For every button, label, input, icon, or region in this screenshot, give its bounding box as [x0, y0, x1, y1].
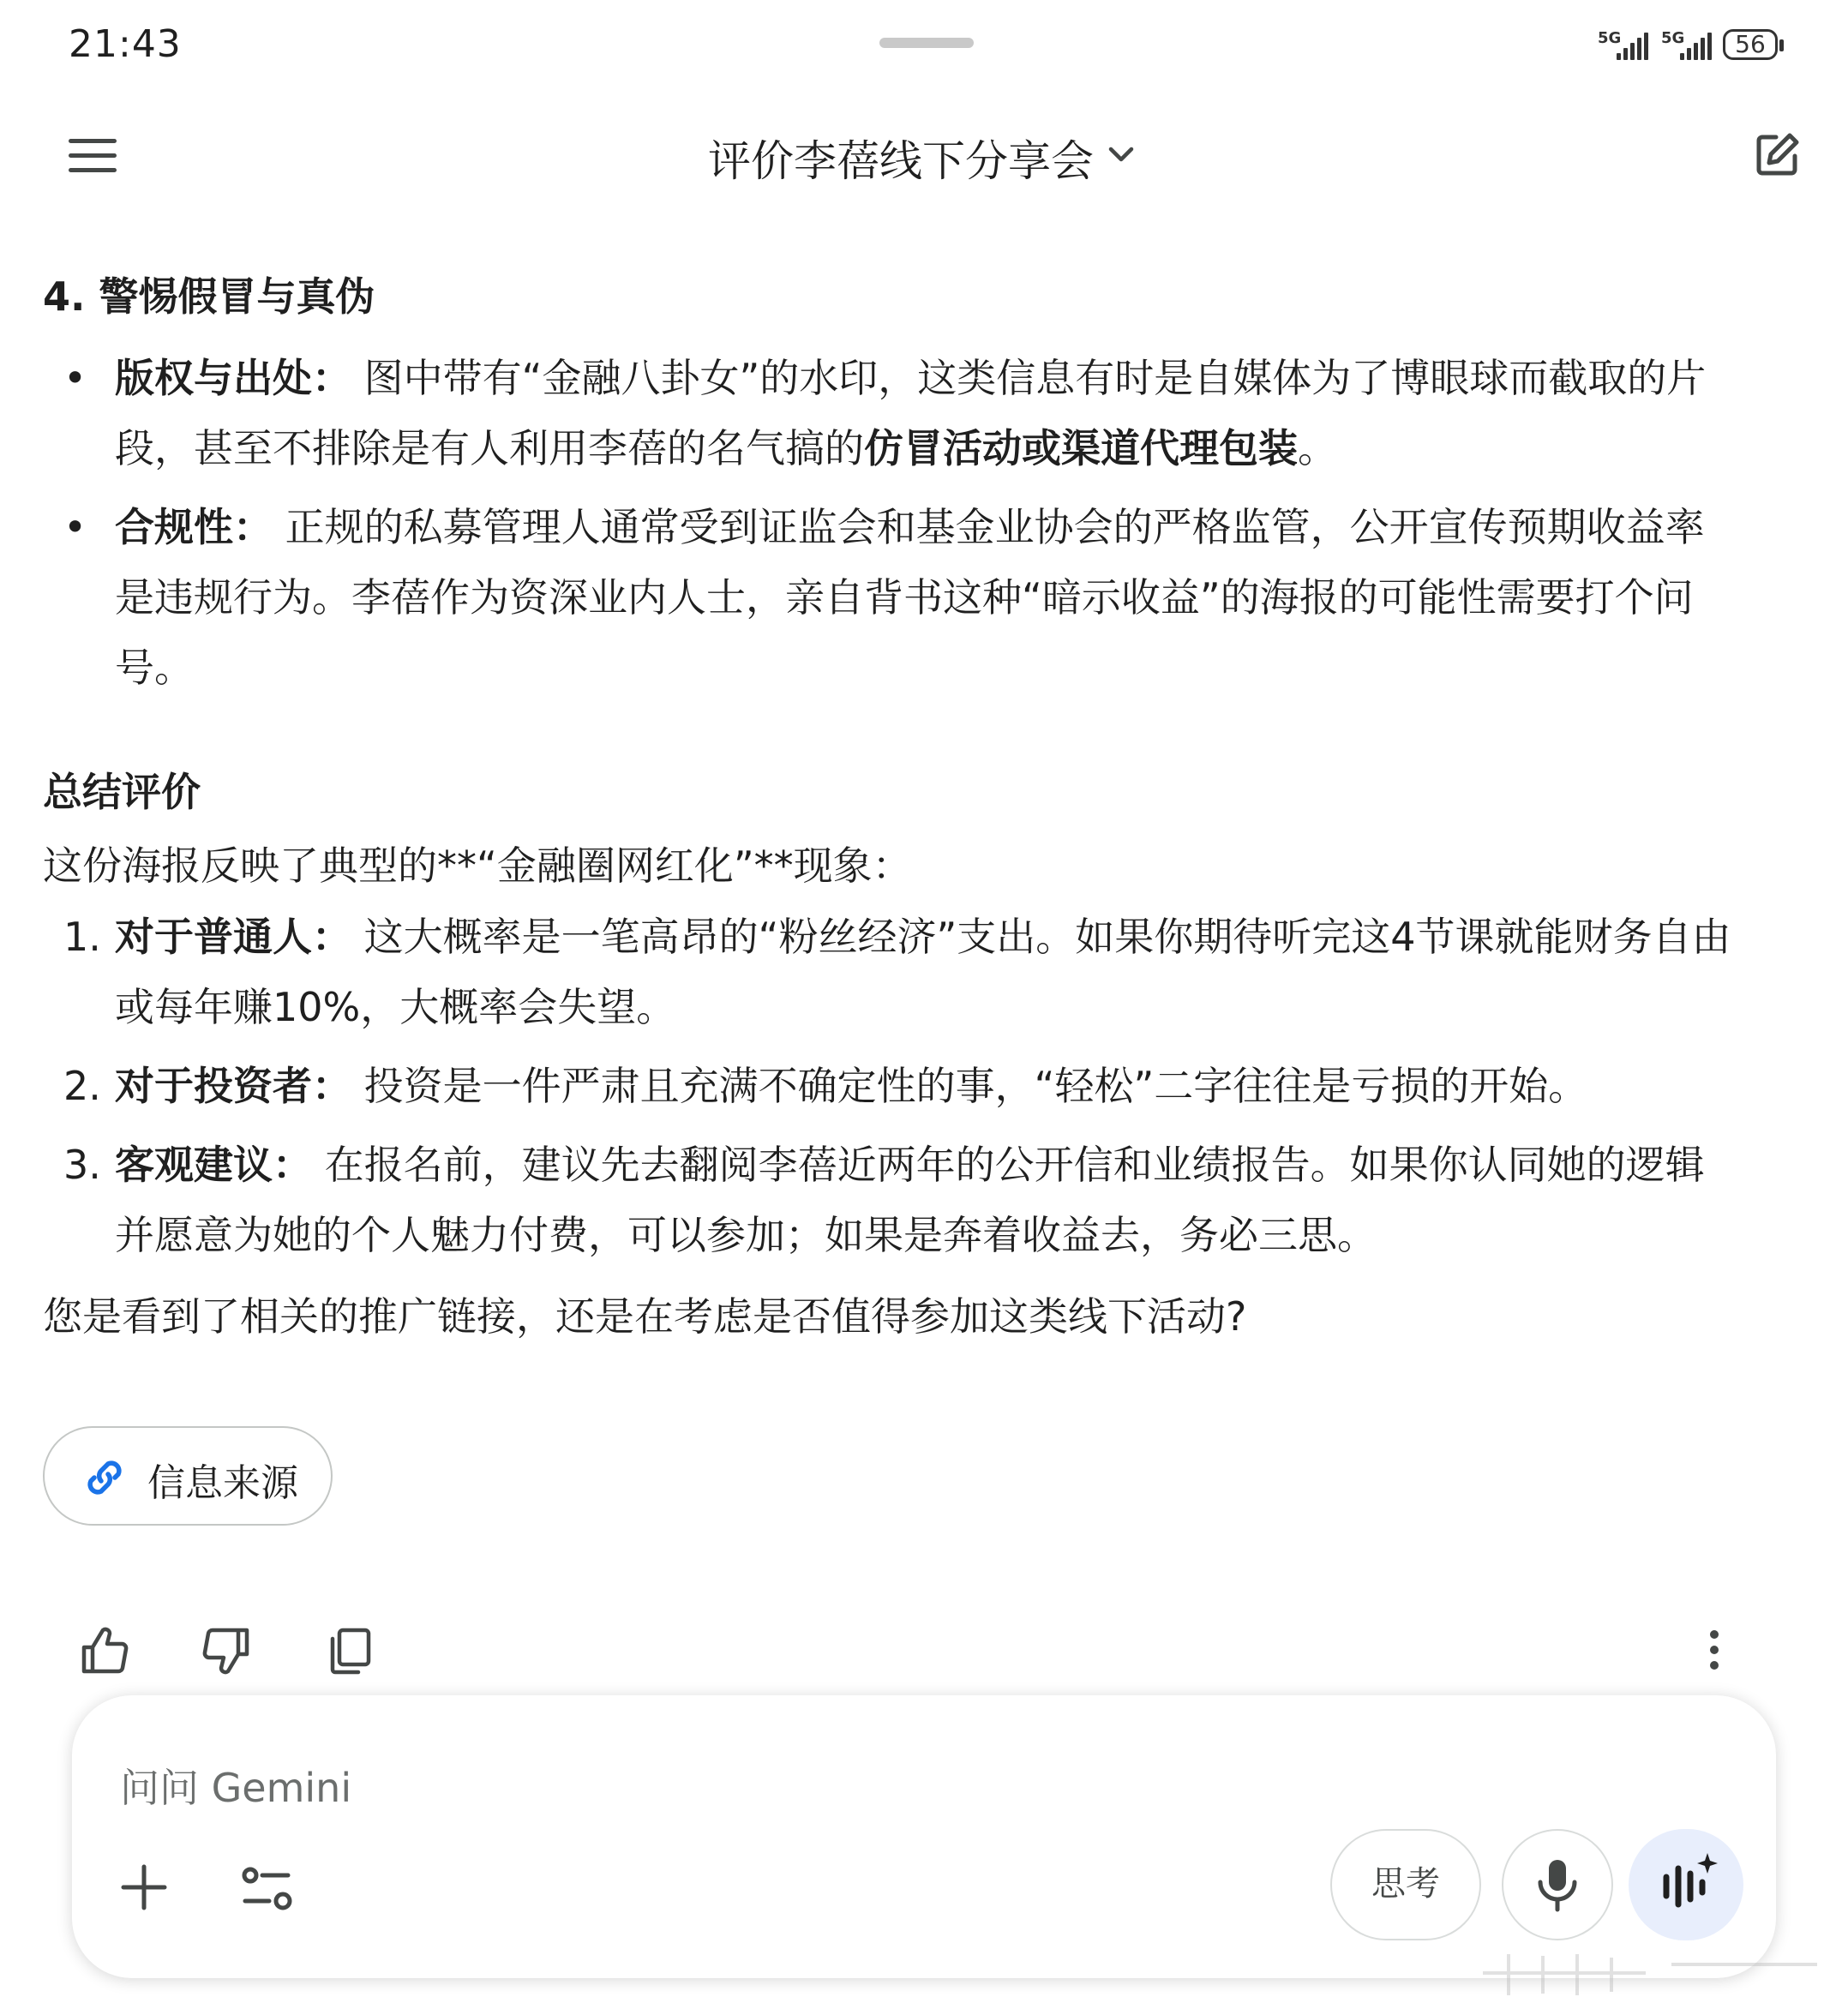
- menu-icon[interactable]: [69, 139, 117, 173]
- response-content: [43, 257, 1809, 1352]
- tools-icon[interactable]: [240, 1863, 295, 1915]
- live-button[interactable]: [1629, 1829, 1743, 1940]
- section4-list: [43, 343, 1809, 703]
- item-text: 并愿意为她的个人魅力付费，可以参加；如果是奔着收益去，务必三思。: [115, 1212, 1377, 1258]
- summary-list: [43, 902, 1809, 1270]
- copy-icon[interactable]: [324, 1625, 375, 1676]
- more-vertical-icon[interactable]: [1706, 1628, 1723, 1671]
- chat-title[interactable]: 评价李蓓线下分享会: [708, 136, 1094, 186]
- item-text: 图中带有“金融八卦女”的水印，这类信息有时是自媒体为了博眼球而截取的片: [351, 355, 1707, 401]
- item-label: 客观建议：: [115, 1142, 312, 1188]
- item-text: 在报名前，建议先去翻阅李蓓近两年的公开信和业绩报告。如果你认同她的逻辑: [312, 1142, 1705, 1188]
- list-item: [43, 492, 1809, 703]
- item-text: 正规的私募管理人通常受到证监会和基金业协会的严格监管，公开宣传预期收益率: [273, 504, 1705, 550]
- mic-icon: [1502, 1829, 1613, 1940]
- list-number: 3.: [63, 1142, 101, 1188]
- live-icon: [1629, 1829, 1743, 1940]
- item-text: 是违规行为。李蓓作为资深业内人士，亲自背书这种“暗示收益”的海报的可能性需要打个问: [115, 574, 1694, 621]
- sources-button[interactable]: [43, 1426, 333, 1526]
- item-label: 合规性：: [115, 504, 273, 550]
- sources-label: 信息来源: [147, 1461, 298, 1505]
- list-item: [43, 343, 1809, 483]
- drag-handle[interactable]: [879, 38, 974, 48]
- item-text: 这大概率是一笔高昂的“粉丝经济”支出。如果你期待听完这4节课就能财务自由: [351, 914, 1731, 960]
- bullet: •: [63, 504, 87, 550]
- mic-button[interactable]: [1502, 1829, 1613, 1940]
- item-label: 对于普通人：: [115, 914, 351, 960]
- battery-indicator: 56: [1723, 29, 1778, 60]
- signal-icon-1: 5G: [1598, 29, 1649, 63]
- item-label: 版权与出处：: [115, 355, 351, 401]
- list-number: 1.: [63, 914, 101, 960]
- section-heading: 4. 警惕假冒与真伪: [43, 273, 375, 320]
- signal-icon-2: 5G: [1661, 29, 1713, 63]
- item-emphasis: 仿冒活动或渠道代理包装: [864, 425, 1298, 471]
- item-text: 或每年赚10%，大概率会失望。: [115, 984, 676, 1030]
- item-text: 投资是一件严肃且充满不确定性的事，“轻松”二字往往是亏损的开始。: [351, 1063, 1588, 1109]
- summary-intro: 这份海报反映了典型的**“金融圈网红化”**现象：: [43, 843, 912, 889]
- status-time: 21:43: [69, 22, 182, 66]
- chevron-down-icon[interactable]: [1104, 137, 1138, 171]
- thumbs-up-icon[interactable]: [79, 1625, 130, 1676]
- list-item: [43, 902, 1809, 1042]
- edit-icon[interactable]: [1754, 130, 1802, 178]
- watermark-decoration: [1474, 1944, 1834, 2002]
- item-text: 段，甚至不排除是有人利用李蓓的名气搞的: [115, 425, 864, 471]
- summary-heading: 总结评价: [43, 769, 201, 815]
- thumbs-down-icon[interactable]: [201, 1625, 252, 1676]
- link-icon: [81, 1454, 129, 1502]
- battery-tip: [1779, 39, 1784, 51]
- bullet: •: [63, 355, 87, 401]
- item-text: 号。: [115, 645, 194, 691]
- follow-up-question: 您是看到了相关的推广链接，还是在考虑是否值得参加这类线下活动?: [43, 1293, 1247, 1340]
- think-button[interactable]: 思考: [1330, 1829, 1481, 1940]
- prompt-composer: [72, 1695, 1776, 1978]
- list-item: [43, 1130, 1809, 1270]
- item-text: 。: [1298, 425, 1337, 471]
- list-number: 2.: [63, 1063, 101, 1109]
- item-label: 对于投资者：: [115, 1063, 351, 1109]
- prompt-input[interactable]: 问问 Gemini: [120, 1765, 352, 1811]
- list-item: [43, 1051, 1809, 1121]
- plus-icon[interactable]: [120, 1863, 168, 1911]
